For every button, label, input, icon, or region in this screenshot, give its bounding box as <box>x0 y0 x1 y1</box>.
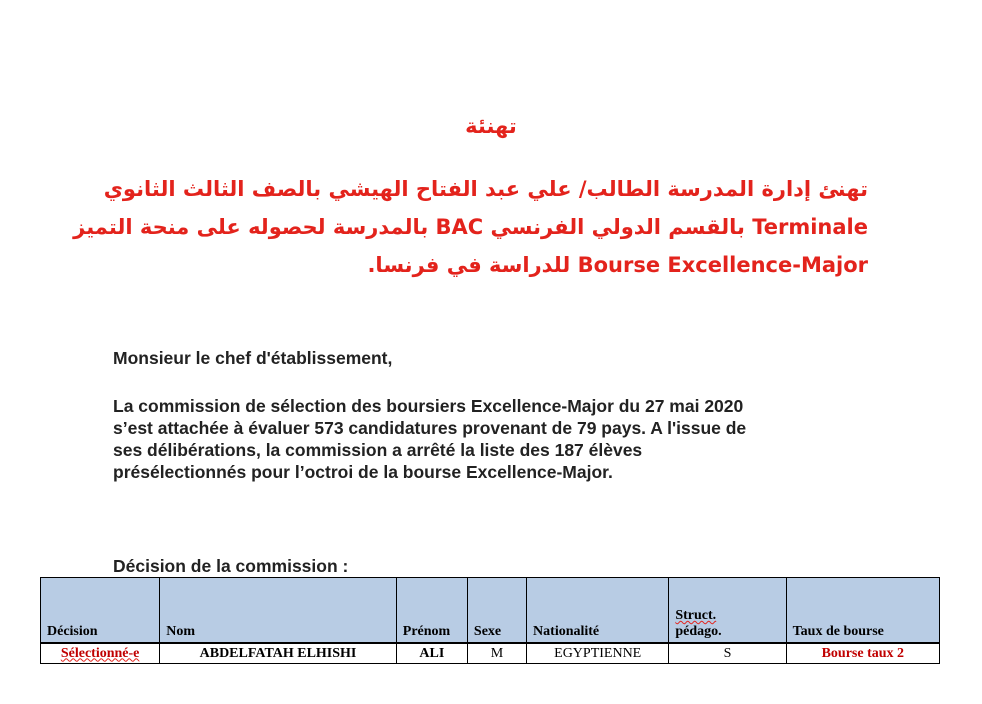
paragraph-line-3: ses délibérations, la commission a arrêté la liste des 187 élèves <box>113 440 643 460</box>
salutation: Monsieur le chef d'établissement, <box>113 348 393 368</box>
arabic-title: تهنئة <box>465 114 517 138</box>
header-nom: Nom <box>160 578 397 644</box>
arabic-line-2: Terminale بالقسم الدولي الفرنسي BAC بالمدرسة لحصوله على منحة التميز <box>73 215 868 239</box>
cell-nom: ABDELFATAH ELHISHI <box>160 643 397 664</box>
header-struct-line2: pédago. <box>675 624 722 639</box>
header-taux: Taux de bourse <box>786 578 939 644</box>
decision-heading: Décision de la commission : <box>113 556 349 576</box>
header-sexe: Sexe <box>467 578 526 644</box>
cell-prenom: ALI <box>396 643 467 664</box>
table-row <box>41 643 940 664</box>
cell-sexe: M <box>467 643 526 664</box>
cell-decision <box>41 643 160 664</box>
cell-taux: Bourse taux 2 <box>786 643 939 664</box>
paragraph-line-2: s’est attachée à évaluer 573 candidatures provenant de 79 pays. A l'issue de <box>113 418 747 438</box>
header-nationalite: Nationalité <box>527 578 669 644</box>
paragraph-line-4: présélectionnés pour l’octroi de la bourse Excellence-Major. <box>113 462 613 482</box>
cell-struct: S <box>669 643 786 664</box>
decision-table <box>40 577 940 664</box>
table-header-row <box>41 578 940 644</box>
cell-decision-value: Sélectionné-e <box>60 645 140 661</box>
header-struct-pedago <box>669 578 786 644</box>
paragraph-line-1: La commission de sélection des boursiers Excellence-Major du 27 mai 2020 <box>113 396 744 416</box>
cell-nationalite: EGYPTIENNE <box>527 643 669 664</box>
arabic-line-1: تهنئ إدارة المدرسة الطالب/ علي عبد الفتاح الهيشي بالصف الثالث الثانوي <box>103 177 868 201</box>
header-decision: Décision <box>41 578 160 644</box>
commission-paragraph <box>113 395 853 483</box>
arabic-congratulation-paragraph <box>73 170 868 284</box>
header-struct-line1: Struct. <box>675 608 717 623</box>
arabic-line-3: Bourse Excellence-Major للدراسة في فرنسا. <box>367 253 868 277</box>
header-prenom: Prénom <box>396 578 467 644</box>
